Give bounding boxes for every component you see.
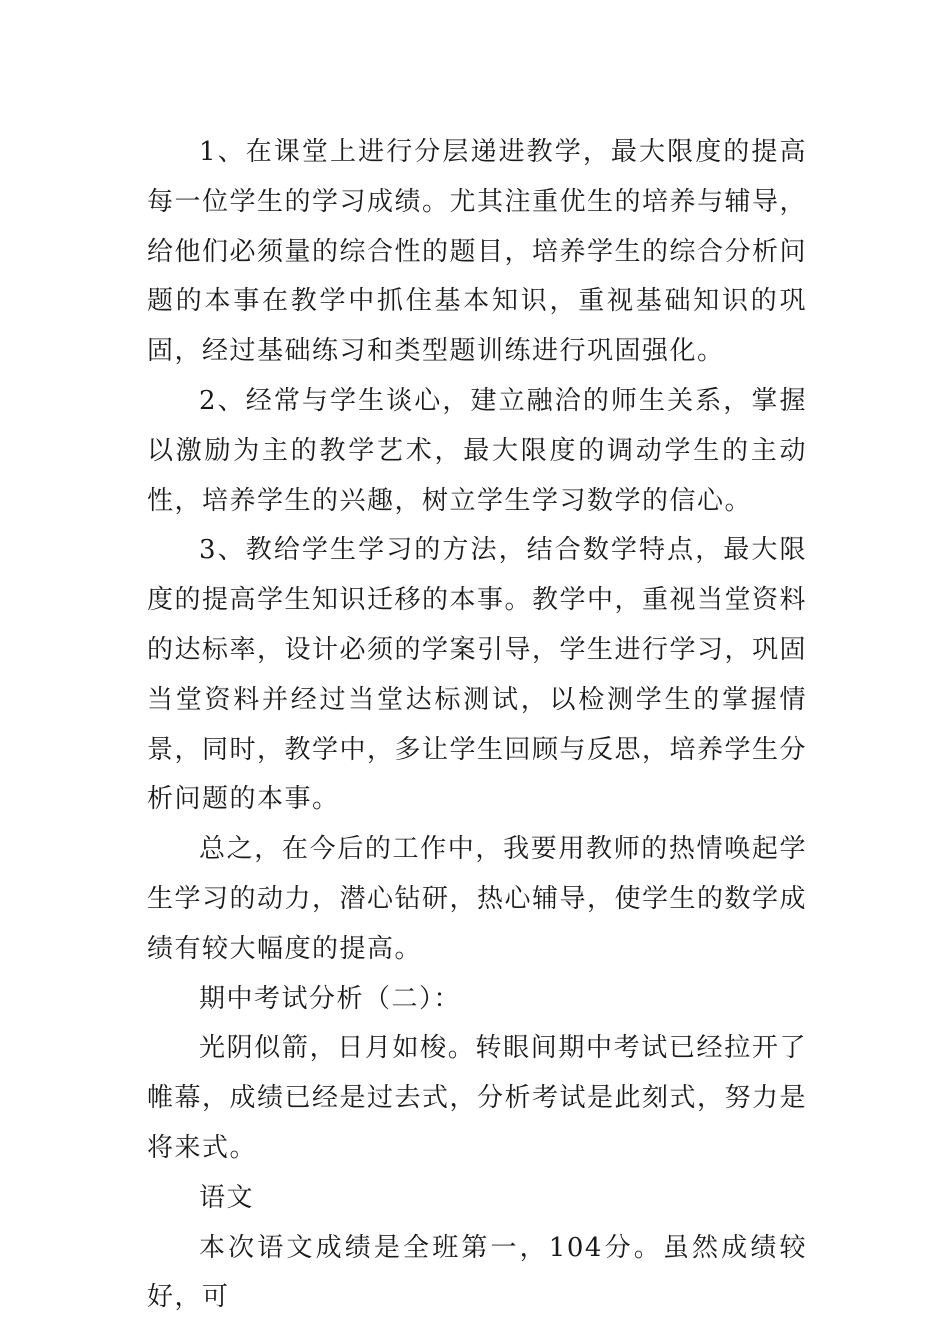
paragraph-point-3: 3、教给学生学习的方法，结合数学特点，最大限度的提高学生知识迁移的本事。教学中，重视当堂资料的达标率，设计必须的学案引导，学生进行学习，巩固当堂资料并经过当堂达标测试，以检测学生的掌握情景，同时，教学中，多让学生回顾与反思，培养学生分析问题的本事。 <box>147 535 808 815</box>
paragraph-summary: 总之，在今后的工作中，我要用教师的热情唤起学生学习的动力，潜心钻研，热心辅导，使学生的数学成绩有较大幅度的提高。 <box>147 834 808 964</box>
paragraph-point-1: 1、在课堂上进行分层递进教学，最大限度的提高每一位学生的学习成绩。尤其注重优生的培养与辅导，给他们必须量的综合性的题目，培养学生的综合分析问题的本事在教学中抓住基本知识，重视基础知识的巩固，经过基础练习和类型题训练进行巩固强化。 <box>147 137 808 367</box>
paragraph-intro: 光阴似箭，日月如梭。转眼间期中考试已经拉开了帷幕，成绩已经是过去式，分析考试是此刻式，努力是将来式。 <box>147 1033 808 1163</box>
section-heading-midterm-analysis-2: 期中考试分析（二）： <box>199 983 462 1014</box>
paragraph-point-2: 2、经常与学生谈心，建立融洽的师生关系，掌握以激励为主的教学艺术，最大限度的调动学生的主动性，培养学生的兴趣，树立学生学习数学的信心。 <box>147 385 807 516</box>
paragraph-chinese-score: 本次语文成绩是全班第一，104分。虽然成绩较好，可 <box>147 1232 807 1313</box>
subject-heading-chinese: 语文 <box>199 1182 255 1213</box>
document-body <box>147 128 807 1323</box>
